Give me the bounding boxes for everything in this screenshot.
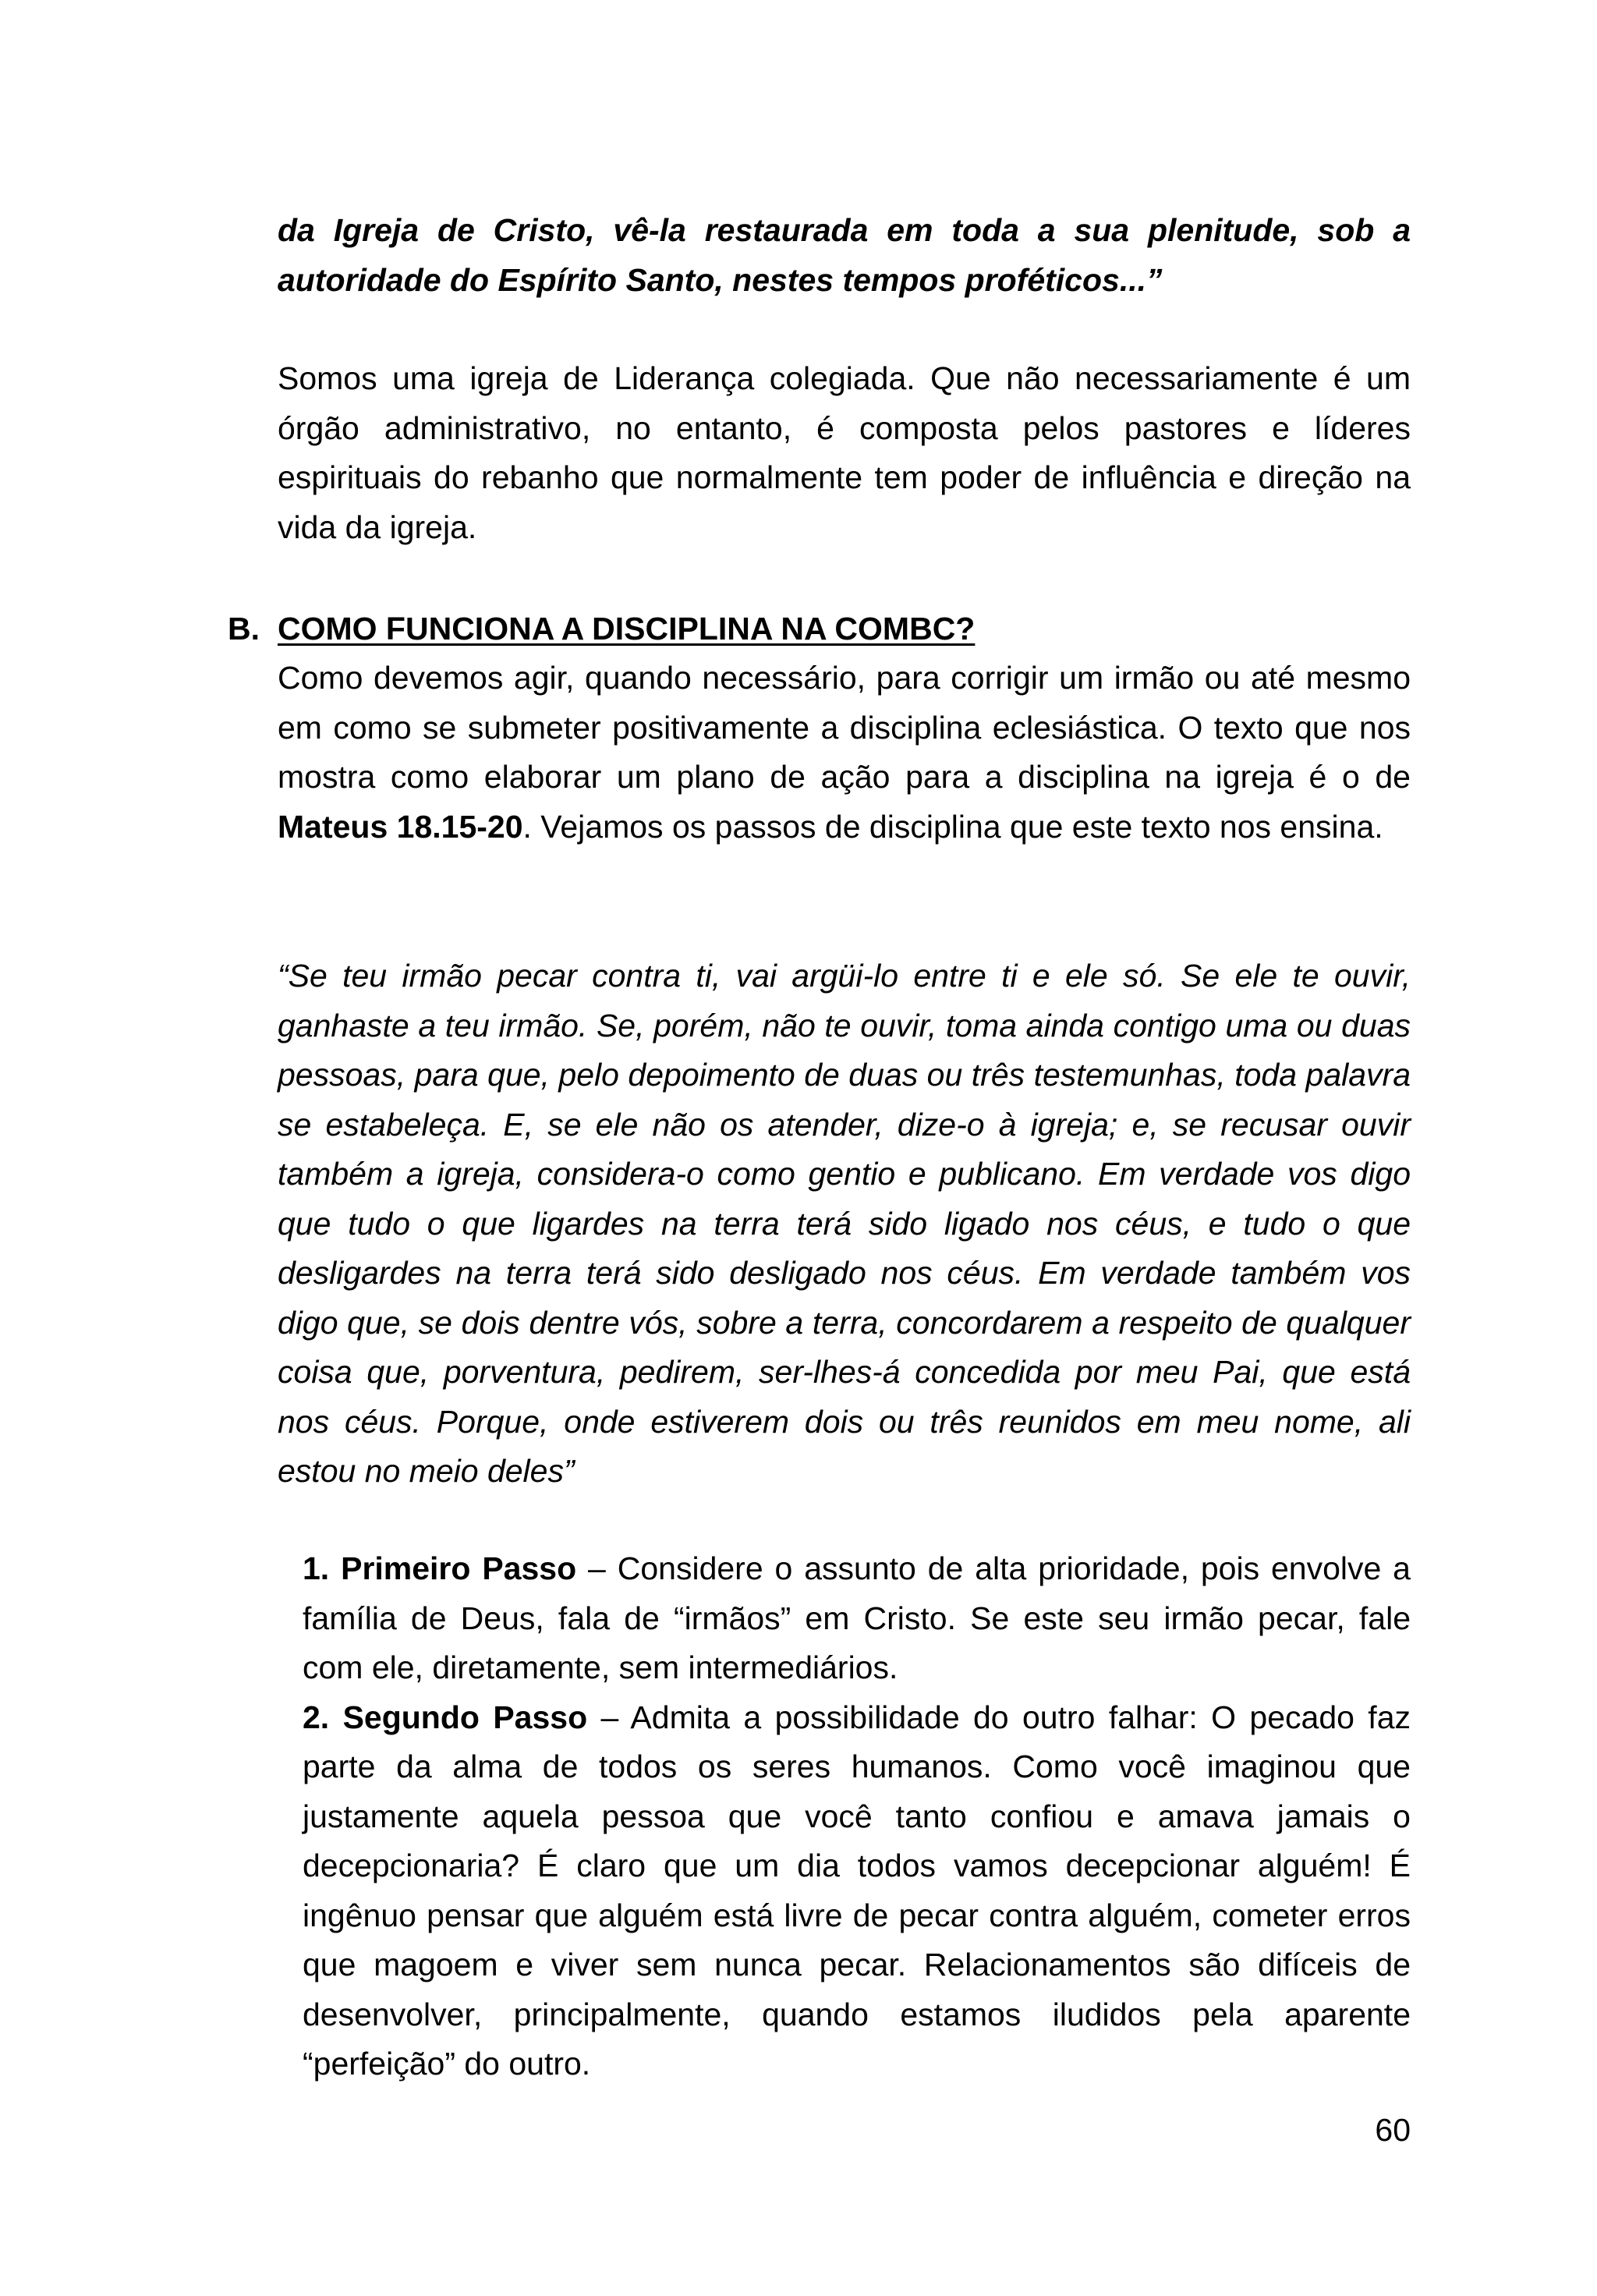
step-text: – Admita a possibilidade do outro falhar: O pecado faz parte da alma de todos os seres humanos. Como você imaginou que justamente aquela pessoa que você tanto confiou e amava jamais o decepcionaria? É claro que um dia todos vamos decepcionar alguém! É ingênuo pensar que alguém está livre de pecar contra alguém, cometer erros que magoem e viver sem nunca pecar. Relacionamentos são difíceis de desenvolver, principalmente, quando estamos iludidos pela aparente “perfeição” do outro. [303,1699,1411,2082]
section-title: COMO FUNCIONA A DISCIPLINA NA COMBC? [278,611,976,647]
paragraph-discipline-text-before: Como devemos agir, quando necessário, para corrigir um irmão ou até mesmo em como se submeter positivamente a disciplina eclesiástica. O texto que nos mostra como elaborar um plano de ação para a disciplina na igreja é o de [278,660,1411,795]
paragraph-discipline [278,654,1411,852]
step-item-2 [303,1693,1411,2089]
section-marker: B. [228,611,260,647]
scripture-reference: Mateus 18.15-20 [278,808,523,845]
steps-list [303,1544,1411,2089]
section-heading [228,604,975,654]
step-item-1 [303,1544,1411,1693]
step-label: 2. Segundo Passo [303,1699,588,1735]
intro-quote: da Igreja de Cristo, vê-la restaurada em toda a sua plenitude, sob a autoridade do Espírito Santo, nestes tempos proféticos...” [278,212,1411,298]
page-number: 60 [1375,2112,1411,2148]
paragraph-leadership: Somos uma igreja de Liderança colegiada. Que não necessariamente é um órgão administrativo, no entanto, é composta pelos pastores e líderes espirituais do rebanho que normalmente tem poder de influência e direção na vida da igreja. [278,360,1411,545]
step-text: – Considere o assunto de alta prioridade, pois envolve a família de Deus, fala de “irmãos” em Cristo. Se este seu irmão pecar, fale com ele, diretamente, sem intermediários. [303,1550,1411,1685]
step-label: 1. Primeiro Passo [303,1550,577,1586]
paragraph-discipline-text-after: . Vejamos os passos de disciplina que este texto nos ensina. [522,808,1383,845]
bible-quote: “Se teu irmão pecar contra ti, vai argüi-lo entre ti e ele só. Se ele te ouvir, ganhaste a teu irmão. Se, porém, não te ouvir, toma ainda contigo uma ou duas pessoas, para que, pelo depoimento de duas ou três testemunhas, toda palavra se estabeleça. E, se ele não os atender, dize-o à igreja; e, se recusar ouvir também a igreja, considera-o como gentio e publicano. Em verdade vos digo que tudo o que ligardes na terra terá sido ligado nos céus, e tudo o que desligardes na terra terá sido desligado nos céus. Em verdade também vos digo que, se dois dentre vós, sobre a terra, concordarem a respeito de qualquer coisa que, porventura, pedirem, ser-lhes-á concedida por meu Pai, que está nos céus. Porque, onde estiverem dois ou três reunidos em meu nome, ali estou no meio deles” [278,958,1411,1489]
